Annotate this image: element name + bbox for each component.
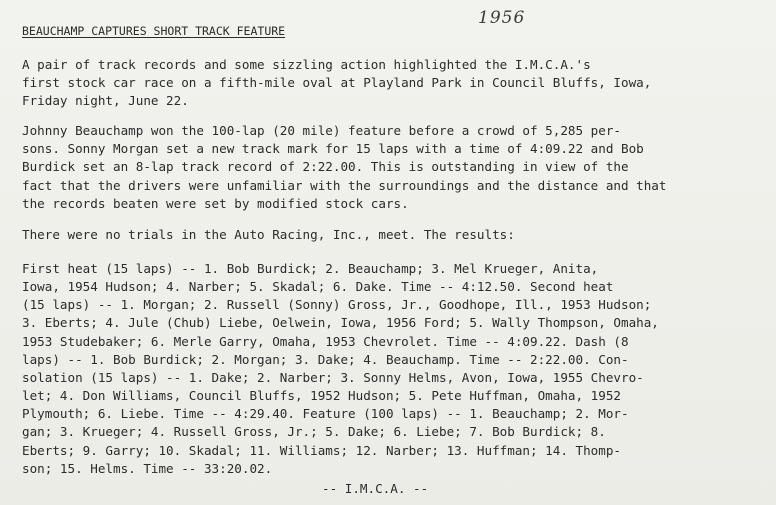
paragraph-feature: [22, 122, 774, 213]
paragraph-trials: [22, 226, 774, 244]
text-line: There were no trials in the Auto Racing, Inc., meet. The results:: [22, 227, 515, 242]
paragraph-results: [22, 260, 774, 478]
text-line: gan; 3. Krueger; 4. Russell Gross, Jr.; 5. Dake; 6. Liebe; 7. Bob Burdick; 8.: [22, 424, 606, 440]
text-line: the records beaten were set by modified stock cars.: [22, 195, 409, 211]
text-line: (15 laps) -- 1. Morgan; 2. Russell (Sonny) Gross, Jr., Goodhope, Ill., 1953 Hudson;: [22, 297, 652, 313]
article-title: BEAUCHAMP CAPTURES SHORT TRACK FEATURE: [22, 24, 286, 38]
text-line: laps) -- 1. Bob Burdick; 2. Morgan; 3. Dake; 4. Beauchamp. Time -- 2:22.00. Con-: [22, 351, 629, 367]
text-line: Eberts; 9. Garry; 10. Skadal; 11. Williams; 12. Narber; 13. Huffman; 14. Thomp-: [22, 442, 621, 458]
text-line: 1953 Studebaker; 6. Merle Garry, Omaha, 1953 Chevrolet. Time -- 4:09.22. Dash (8: [22, 333, 629, 349]
text-line: fact that the drivers were unfamiliar with the surroundings and the distance and that: [22, 177, 667, 193]
text-line: Plymouth; 6. Liebe. Time -- 4:29.40. Feature (100 laps) -- 1. Beauchamp; 2. Mor-: [22, 406, 629, 422]
text-line: Burdick set an 8-lap track record of 2:22.00. This is outstanding in view of the: [22, 159, 629, 175]
text-line: Iowa, 1954 Hudson; 4. Narber; 5. Skadal; 6. Dake. Time -- 4:12.50. Second heat: [22, 279, 614, 295]
text-line: Friday night, June 22.: [22, 93, 189, 109]
text-line: sons. Sonny Morgan set a new track mark for 15 laps with a time of 4:09.22 and Bob: [22, 141, 644, 157]
text-line: First heat (15 laps) -- 1. Bob Burdick; 2. Beauchamp; 3. Mel Krueger, Anita,: [22, 261, 599, 276]
handwritten-year: 1956: [478, 8, 526, 28]
paragraph-intro: [22, 56, 774, 111]
text-line: first stock car race on a fifth-mile oval at Playland Park in Council Bluffs, Iowa,: [22, 75, 652, 91]
text-line: son; 15. Helms. Time -- 33:20.02.: [22, 460, 273, 476]
text-line: let; 4. Don Williams, Council Bluffs, 1952 Hudson; 5. Pete Huffman, Omaha, 1952: [22, 388, 621, 404]
text-line: A pair of track records and some sizzling action highlighted the I.M.C.A.'s: [22, 57, 591, 72]
signature-line: -- I.M.C.A. --: [322, 481, 429, 496]
text-line: Johnny Beauchamp won the 100-lap (20 mile) feature before a crowd of 5,285 per-: [22, 123, 621, 138]
text-line: 3. Eberts; 4. Jule (Chub) Liebe, Oelwein, Iowa, 1956 Ford; 5. Wally Thompson, Omaha,: [22, 315, 659, 331]
text-line: solation (15 laps) -- 1. Dake; 2. Narber; 3. Sonny Helms, Avon, Iowa, 1955 Chevro-: [22, 369, 644, 385]
